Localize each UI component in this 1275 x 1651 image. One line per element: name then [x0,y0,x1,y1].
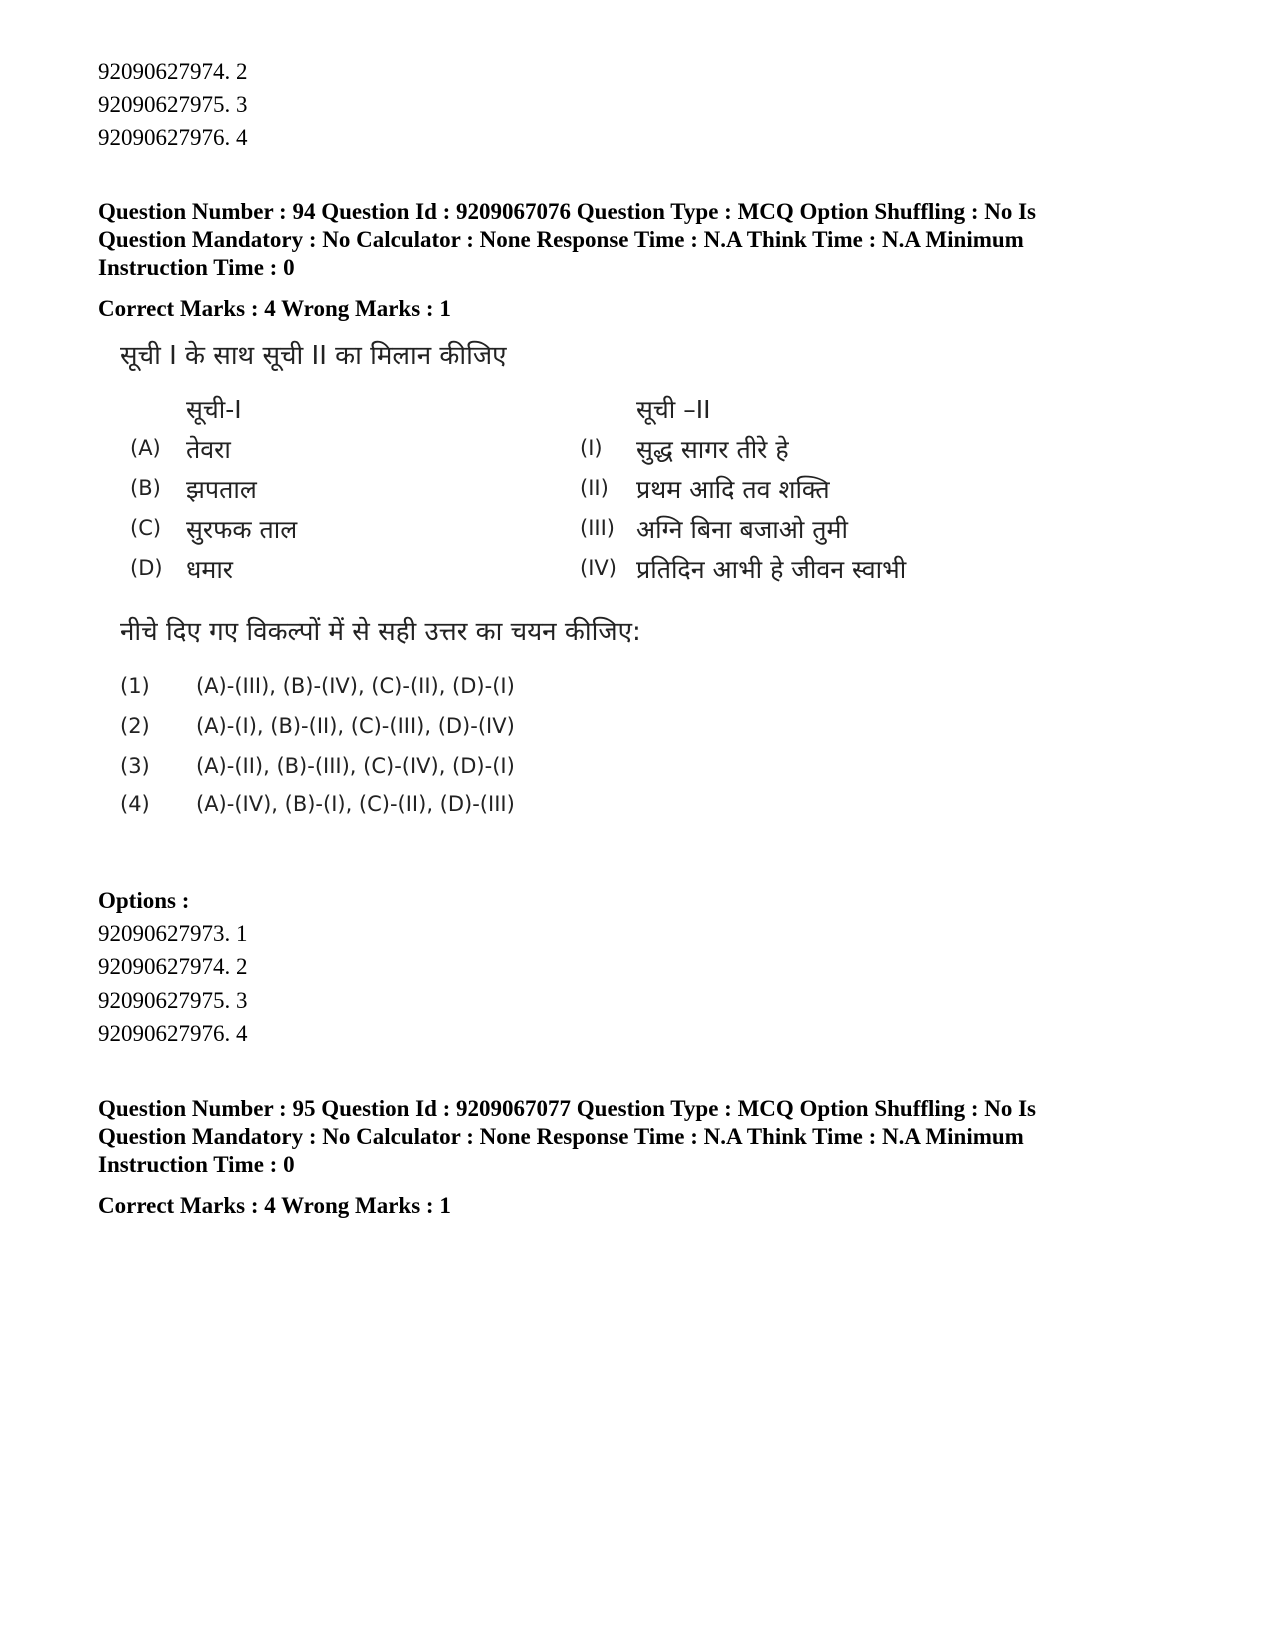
list1-item: तेवरा [186,435,231,464]
list2-item: प्रथम आदि तव शक्ति [636,475,830,504]
q94-instruction: सूची I के साथ सूची II का मिलान कीजिए [120,341,507,371]
list2-label: (II) [580,476,609,500]
choice-text: (A)-(III), (B)-(IV), (C)-(II), (D)-(I) [196,674,515,698]
prev-option-4: 92090627976. 4 [98,125,248,150]
list1-item: झपताल [186,475,257,504]
q94-meta-line: Instruction Time : 0 [98,255,295,280]
choice-number: (1) [120,674,150,698]
q94-option: 92090627973. 1 [98,921,248,946]
prev-option-2: 92090627974. 2 [98,59,248,84]
q95-meta [98,1095,1198,1179]
list1-item: सुरफक ताल [186,515,298,544]
list1-item: धमार [186,555,234,584]
q94-meta-line: Question Number : 94 Question Id : 9209067076 Question Type : MCQ Option Shuffling : No Is [98,199,1037,224]
list1-label: (D) [130,556,163,580]
q94-marks: Correct Marks : 4 Wrong Marks : 1 [98,296,451,321]
q94-meta-line: Question Mandatory : No Calculator : None Response Time : N.A Think Time : N.A Minimum [98,227,1024,252]
q95-meta-line: Question Number : 95 Question Id : 9209067077 Question Type : MCQ Option Shuffling : No Is [98,1096,1037,1121]
choice-number: (2) [120,714,150,738]
choice-number: (3) [120,754,150,778]
choice-text: (A)-(II), (B)-(III), (C)-(IV), (D)-(I) [196,754,515,778]
q95-meta-line: Question Mandatory : No Calculator : None Response Time : N.A Think Time : N.A Minimum [98,1124,1024,1149]
choice-text: (A)-(IV), (B)-(I), (C)-(II), (D)-(III) [196,792,515,816]
list2-label: (I) [580,436,603,460]
list2-item: सुद्ध सागर तीरे हे [636,435,789,464]
choice-number: (4) [120,792,150,816]
list2-item: अग्नि बिना बजाओ तुमी [636,515,848,544]
list2-heading: सूची –II [636,395,711,424]
q94-option: 92090627975. 3 [98,988,248,1013]
q95-marks: Correct Marks : 4 Wrong Marks : 1 [98,1193,451,1218]
q94-question-body [116,340,946,860]
list1-label: (C) [130,516,162,540]
q95-meta-line: Instruction Time : 0 [98,1152,295,1177]
q94-option: 92090627976. 4 [98,1021,248,1046]
q94-options-heading: Options : [98,888,190,913]
list1-label: (A) [130,436,161,460]
list2-item: प्रतिदिन आभी हे जीवन स्वाभी [636,555,907,584]
list2-label: (IV) [580,556,617,580]
list2-label: (III) [580,516,615,540]
q94-option: 92090627974. 2 [98,954,248,979]
list1-heading: सूची-I [186,395,242,424]
q94-meta [98,198,1198,282]
choice-text: (A)-(I), (B)-(II), (C)-(III), (D)-(IV) [196,714,515,738]
q94-choose-instruction: नीचे दिए गए विकल्पों में से सही उत्तर का चयन कीजिए: [120,617,641,647]
prev-option-3: 92090627975. 3 [98,92,248,117]
list1-label: (B) [130,476,161,500]
